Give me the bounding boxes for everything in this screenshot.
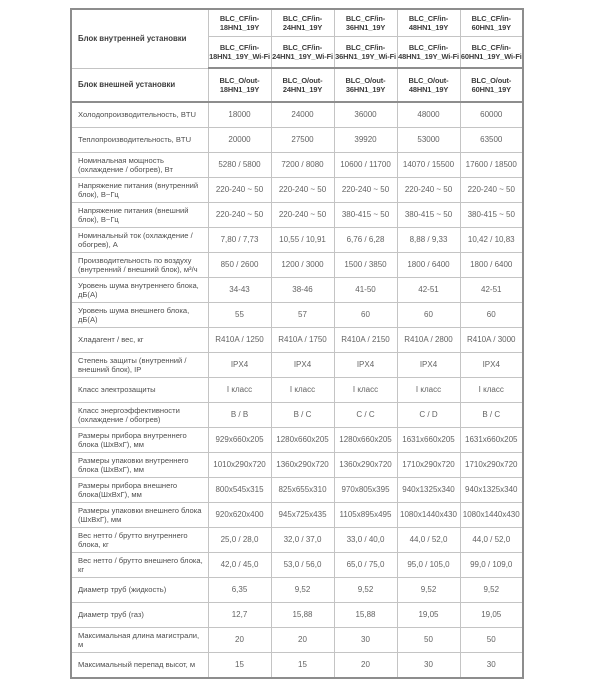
spec-table [70,8,524,679]
spec-value: IPX4 [334,353,397,378]
spec-row [71,578,523,603]
model-name-line: BLC_CF/in- [471,42,511,52]
spec-row [71,128,523,153]
model-name-line: BLC_CF/in- [408,42,449,52]
model-name-line: 18HN1_19Y [219,23,260,32]
spec-value: 1010x290x720 [208,453,271,478]
spec-value: 17600 / 18500 [460,153,523,178]
spec-value: I класс [460,378,523,403]
spec-label: Максимальная длина магистрали, м [71,628,208,653]
spec-value: 940x1325x340 [397,478,460,503]
spec-value: 15,88 [334,603,397,628]
spec-label: Размеры упаковки внутреннего блока (ШхВхГ), мм [71,453,208,478]
spec-row [71,328,523,353]
spec-value: 970x805x395 [334,478,397,503]
model-name-line: 48HN1_19Y [408,23,449,32]
spec-label: Класс энергоэффективности (охлаждение / обогрев) [71,403,208,428]
spec-label: Вес нетто / брутто внутреннего блока, кг [71,528,208,553]
outdoor-unit-label: Блок внешней установки [71,68,208,102]
spec-value: 15,88 [271,603,334,628]
spec-row [71,528,523,553]
spec-value: 929x660x205 [208,428,271,453]
spec-value: 1080x1440x430 [460,503,523,528]
spec-value: 34-43 [208,278,271,303]
spec-value: IPX4 [271,353,334,378]
spec-label: Номинальная мощность (охлаждение / обогрев), Вт [71,153,208,178]
spec-value: B / C [460,403,523,428]
spec-value: 1080x1440x430 [397,503,460,528]
outdoor-model-cell [460,68,523,102]
spec-value: 920x620x400 [208,503,271,528]
spec-value: 60 [334,303,397,328]
spec-row [71,628,523,653]
spec-value: 1200 / 3000 [271,253,334,278]
spec-label: Размеры прибора внутреннего блока (ШхВхГ), мм [71,428,208,453]
spec-value: 30 [397,653,460,679]
spec-value: 7,80 / 7,73 [208,228,271,253]
spec-label: Уровень шума внешнего блока, дБ(А) [71,303,208,328]
indoor-model-cell [271,9,334,37]
spec-row [71,503,523,528]
spec-label: Производительность по воздуху (внутренний / внешний блок), м³/ч [71,253,208,278]
spec-sheet [70,8,524,679]
spec-value: 945x725x435 [271,503,334,528]
spec-row [71,203,523,228]
spec-value: 42-51 [460,278,523,303]
model-name-line: 36HN1_19Y [345,23,386,32]
spec-value: 14070 / 15500 [397,153,460,178]
spec-value: 9,52 [397,578,460,603]
indoor-models-row [71,9,523,37]
spec-value: C / D [397,403,460,428]
spec-label: Уровень шума внутреннего блока, дБ(А) [71,278,208,303]
spec-label: Напряжение питания (внутренний блок), В~Гц [71,178,208,203]
spec-value: 5280 / 5800 [208,153,271,178]
spec-value: 99,0 / 109,0 [460,553,523,578]
spec-value: 32,0 / 37,0 [271,528,334,553]
spec-table-body [71,9,523,678]
spec-value: 20 [334,653,397,679]
spec-value: 1280x660x205 [271,428,334,453]
spec-value: I класс [271,378,334,403]
spec-value: 44,0 / 52,0 [397,528,460,553]
model-name-line: BLC_CF/in- [219,42,260,52]
indoor-model-wifi-cell [334,37,397,69]
spec-row [71,153,523,178]
spec-value: 220-240 ~ 50 [271,203,334,228]
spec-value: 1631x660x205 [460,428,523,453]
model-name-line: BLC_O/out- [345,75,386,85]
spec-value: 27500 [271,128,334,153]
spec-row [71,353,523,378]
indoor-model-wifi-cell [397,37,460,69]
spec-value: 850 / 2600 [208,253,271,278]
model-name-line: 18HN1_19Y_Wi-Fi [209,52,270,61]
spec-value: 42-51 [397,278,460,303]
spec-value: 25,0 / 28,0 [208,528,271,553]
spec-value: 38-46 [271,278,334,303]
spec-row [71,102,523,128]
spec-value: C / C [334,403,397,428]
outdoor-model-cell [271,68,334,102]
spec-row [71,553,523,578]
spec-value: 42,0 / 45,0 [208,553,271,578]
spec-value: 33,0 / 40,0 [334,528,397,553]
model-name-line: BLC_CF/in- [471,13,511,23]
model-name-line: 24HN1_19Y_Wi-Fi [272,52,333,61]
spec-value: 60 [397,303,460,328]
indoor-model-wifi-cell [208,37,271,69]
model-name-line: 60HN1_19Y [471,23,511,32]
spec-value: 60000 [460,102,523,128]
spec-value: R410A / 2150 [334,328,397,353]
spec-label: Диаметр труб (газ) [71,603,208,628]
spec-value: 1360x290x720 [271,453,334,478]
indoor-model-cell [460,9,523,37]
spec-value: 50 [460,628,523,653]
spec-value: 220-240 ~ 50 [208,203,271,228]
spec-value: 6,76 / 6,28 [334,228,397,253]
spec-row [71,253,523,278]
spec-value: 9,52 [460,578,523,603]
spec-value: 220-240 ~ 50 [397,178,460,203]
spec-value: 48000 [397,102,460,128]
spec-label: Вес нетто / брутто внешнего блока, кг [71,553,208,578]
spec-value: 7200 / 8080 [271,153,334,178]
spec-value: 53000 [397,128,460,153]
outdoor-model-cell [334,68,397,102]
spec-value: 220-240 ~ 50 [334,178,397,203]
spec-value: 380-415 ~ 50 [334,203,397,228]
model-name-line: 18HN1_19Y [219,85,260,94]
spec-value: 18000 [208,102,271,128]
spec-value: 30 [460,653,523,679]
model-name-line: BLC_O/out- [408,75,449,85]
model-name-line: BLC_O/out- [282,75,323,85]
spec-value: 20 [208,628,271,653]
spec-value: 50 [397,628,460,653]
model-name-line: BLC_CF/in- [219,13,260,23]
spec-value: 95,0 / 105,0 [397,553,460,578]
spec-label: Диаметр труб (жидкость) [71,578,208,603]
spec-value: 19,05 [460,603,523,628]
spec-label: Номинальный ток (охлаждение / обогрев), А [71,228,208,253]
spec-row [71,228,523,253]
spec-value: R410A / 2800 [397,328,460,353]
spec-value: 940x1325x340 [460,478,523,503]
spec-value: 10,55 / 10,91 [271,228,334,253]
spec-value: 60 [460,303,523,328]
spec-label: Степень защиты (внутренний / внешний блок), IP [71,353,208,378]
spec-value: 6,35 [208,578,271,603]
spec-row [71,478,523,503]
spec-value: I класс [397,378,460,403]
spec-value: 24000 [271,102,334,128]
spec-value: R410A / 1250 [208,328,271,353]
spec-label: Теплопроизводительность, BTU [71,128,208,153]
model-name-line: 36HN1_19Y_Wi-Fi [335,52,396,61]
spec-value: IPX4 [397,353,460,378]
indoor-model-cell [208,9,271,37]
spec-value: IPX4 [460,353,523,378]
spec-row [71,178,523,203]
model-name-line: BLC_CF/in- [282,13,323,23]
indoor-model-wifi-cell [271,37,334,69]
spec-value: 9,52 [334,578,397,603]
model-name-line: 60HN1_19Y [471,85,511,94]
spec-row [71,428,523,453]
indoor-model-cell [334,9,397,37]
spec-value: 57 [271,303,334,328]
spec-value: 1360x290x720 [334,453,397,478]
outdoor-model-cell [208,68,271,102]
model-name-line: BLC_CF/in- [282,42,323,52]
spec-row [71,278,523,303]
model-name-line: 48HN1_19Y_Wi-Fi [398,52,459,61]
spec-label: Напряжение питания (внешний блок), В~Гц [71,203,208,228]
spec-value: 63500 [460,128,523,153]
spec-row [71,303,523,328]
spec-value: I класс [334,378,397,403]
spec-value: 1105x895x495 [334,503,397,528]
spec-row [71,378,523,403]
spec-value: B / B [208,403,271,428]
model-name-line: BLC_CF/in- [345,42,386,52]
spec-value: 8,88 / 9,33 [397,228,460,253]
model-name-line: 36HN1_19Y [345,85,386,94]
model-name-line: BLC_O/out- [471,75,512,85]
spec-value: 53,0 / 56,0 [271,553,334,578]
spec-value: I класс [208,378,271,403]
outdoor-model-cell [397,68,460,102]
spec-value: R410A / 1750 [271,328,334,353]
model-name-line: 48HN1_19Y [408,85,449,94]
spec-value: 20 [271,628,334,653]
spec-value: 380-415 ~ 50 [460,203,523,228]
spec-label: Класс электрозащиты [71,378,208,403]
model-name-line: 24HN1_19Y [282,85,323,94]
spec-value: 12,7 [208,603,271,628]
spec-value: 44,0 / 52,0 [460,528,523,553]
model-name-line: 24HN1_19Y [282,23,323,32]
spec-value: 30 [334,628,397,653]
spec-value: 220-240 ~ 50 [460,178,523,203]
spec-value: 15 [208,653,271,679]
spec-value: 1631x660x205 [397,428,460,453]
spec-value: 20000 [208,128,271,153]
spec-value: 65,0 / 75,0 [334,553,397,578]
spec-label: Холодопроизводительность, BTU [71,102,208,128]
spec-value: 220-240 ~ 50 [271,178,334,203]
spec-value: 1280x660x205 [334,428,397,453]
spec-value: 41-50 [334,278,397,303]
indoor-model-wifi-cell [460,37,523,69]
spec-value: B / C [271,403,334,428]
model-name-line: BLC_O/out- [219,75,260,85]
spec-row [71,403,523,428]
spec-value: 380-415 ~ 50 [397,203,460,228]
spec-value: 19,05 [397,603,460,628]
indoor-model-cell [397,9,460,37]
model-name-line: BLC_CF/in- [408,13,449,23]
spec-value: 220-240 ~ 50 [208,178,271,203]
spec-label: Размеры упаковки внешнего блока (ШхВхГ), мм [71,503,208,528]
spec-value: 39920 [334,128,397,153]
spec-value: 1500 / 3850 [334,253,397,278]
spec-value: 800x545x315 [208,478,271,503]
model-name-line: 60HN1_19Y_Wi-Fi [460,52,522,61]
spec-value: 1710x290x720 [397,453,460,478]
spec-label: Максимальный перепад высот, м [71,653,208,679]
spec-row [71,603,523,628]
spec-value: 15 [271,653,334,679]
spec-value: 825x655x310 [271,478,334,503]
spec-value: 36000 [334,102,397,128]
spec-value: 1800 / 6400 [397,253,460,278]
spec-value: IPX4 [208,353,271,378]
spec-value: 9,52 [271,578,334,603]
spec-value: 1800 / 6400 [460,253,523,278]
spec-row [71,453,523,478]
indoor-unit-label: Блок внутренней установки [71,9,208,68]
spec-value: 10,42 / 10,83 [460,228,523,253]
spec-value: R410A / 3000 [460,328,523,353]
spec-label: Хладагент / вес, кг [71,328,208,353]
spec-value: 1710x290x720 [460,453,523,478]
spec-row [71,653,523,679]
outdoor-models-row [71,68,523,102]
spec-value: 10600 / 11700 [334,153,397,178]
model-name-line: BLC_CF/in- [345,13,386,23]
spec-value: 55 [208,303,271,328]
spec-label: Размеры прибора внешнего блока(ШхВхГ), мм [71,478,208,503]
